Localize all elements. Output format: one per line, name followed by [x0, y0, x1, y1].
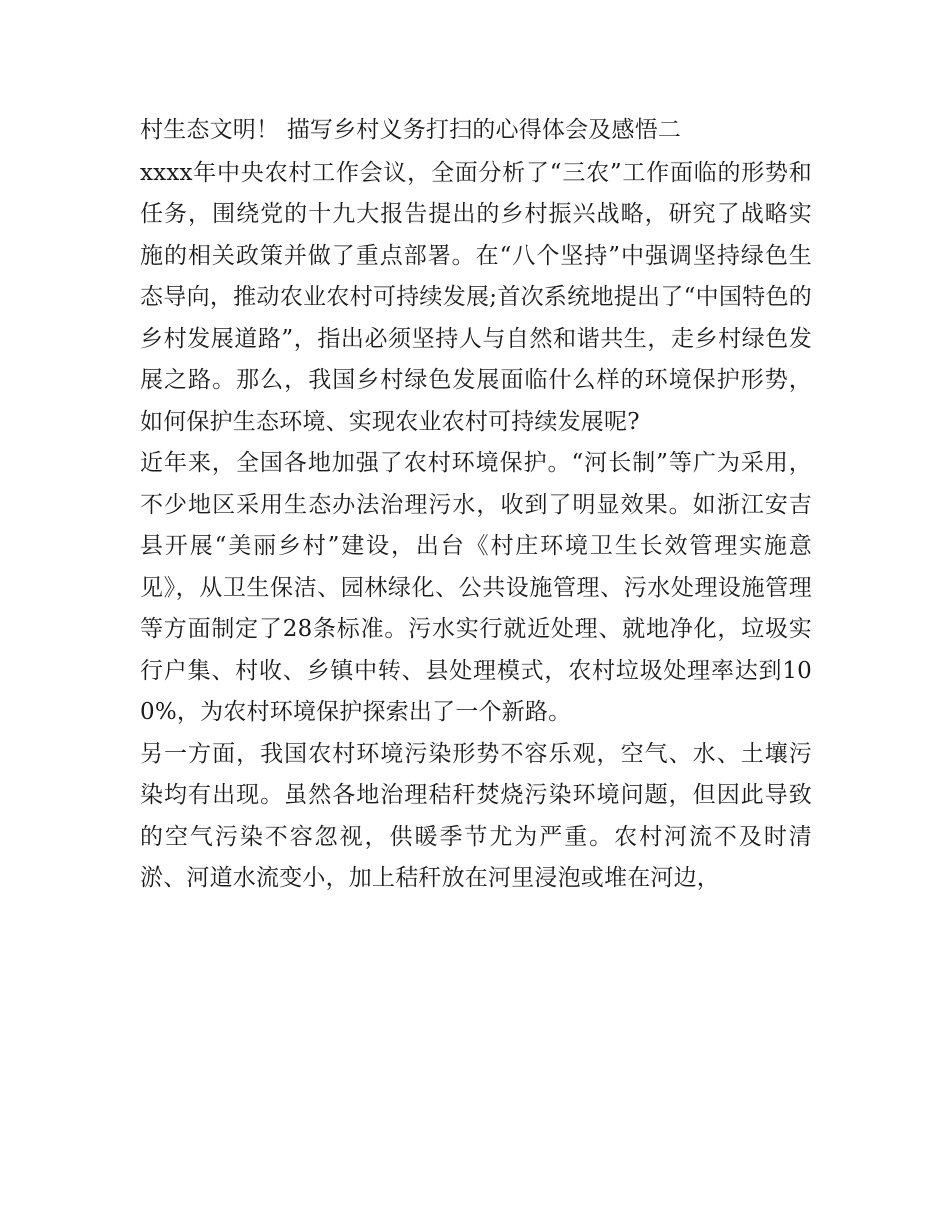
document-body — [140, 110, 812, 900]
document-title-line: 村生态文明！ 描写乡村义务打扫的心得体会及感悟二 — [140, 117, 682, 143]
paragraph-2: 近年来，全国各地加强了农村环境保护。“河长制”等广为采用，不少地区采用生态办法治理污水，收到了明显效果。如浙江安吉县开展“美丽乡村”建设，出台《村庄环境卫生长效管理实施意见》，从卫生保洁、园林绿化、公共设施管理、污水处理设施管理等方面制定了28条标准。污水实行就近处理、就地净化，垃圾实行户集、村收、乡镇中转、县处理模式，农村垃圾处理率达到100%，为农村环境保护探索出了一个新路。 — [140, 450, 812, 725]
paragraph-3: 另一方面，我国农村环境污染形势不容乐观，空气、水、土壤污染均有出现。虽然各地治理秸秆焚烧污染环境问题，但因此导致的空气污染不容忽视，供暖季节尤为严重。农村河流不及时清淤、河道水流变小，加上秸秆放在河里浸泡或堆在河边， — [140, 740, 812, 891]
paragraph-1: xxxx年中央农村工作会议，全面分析了“三农”工作面临的形势和任务，围绕党的十九大报告提出的乡村振兴战略，研究了战略实施的相关政策并做了重点部署。在“八个坚持”中强调坚持绿色生态导向，推动农业农村可持续发展;首次系统地提出了“中国特色的乡村发展道路”，指出必须坚持人与自然和谐共生，走乡村绿色发展之路。那么，我国乡村绿色发展面临什么样的环境保护形势，如何保护生态环境、实现农业农村可持续发展呢? — [140, 159, 812, 435]
